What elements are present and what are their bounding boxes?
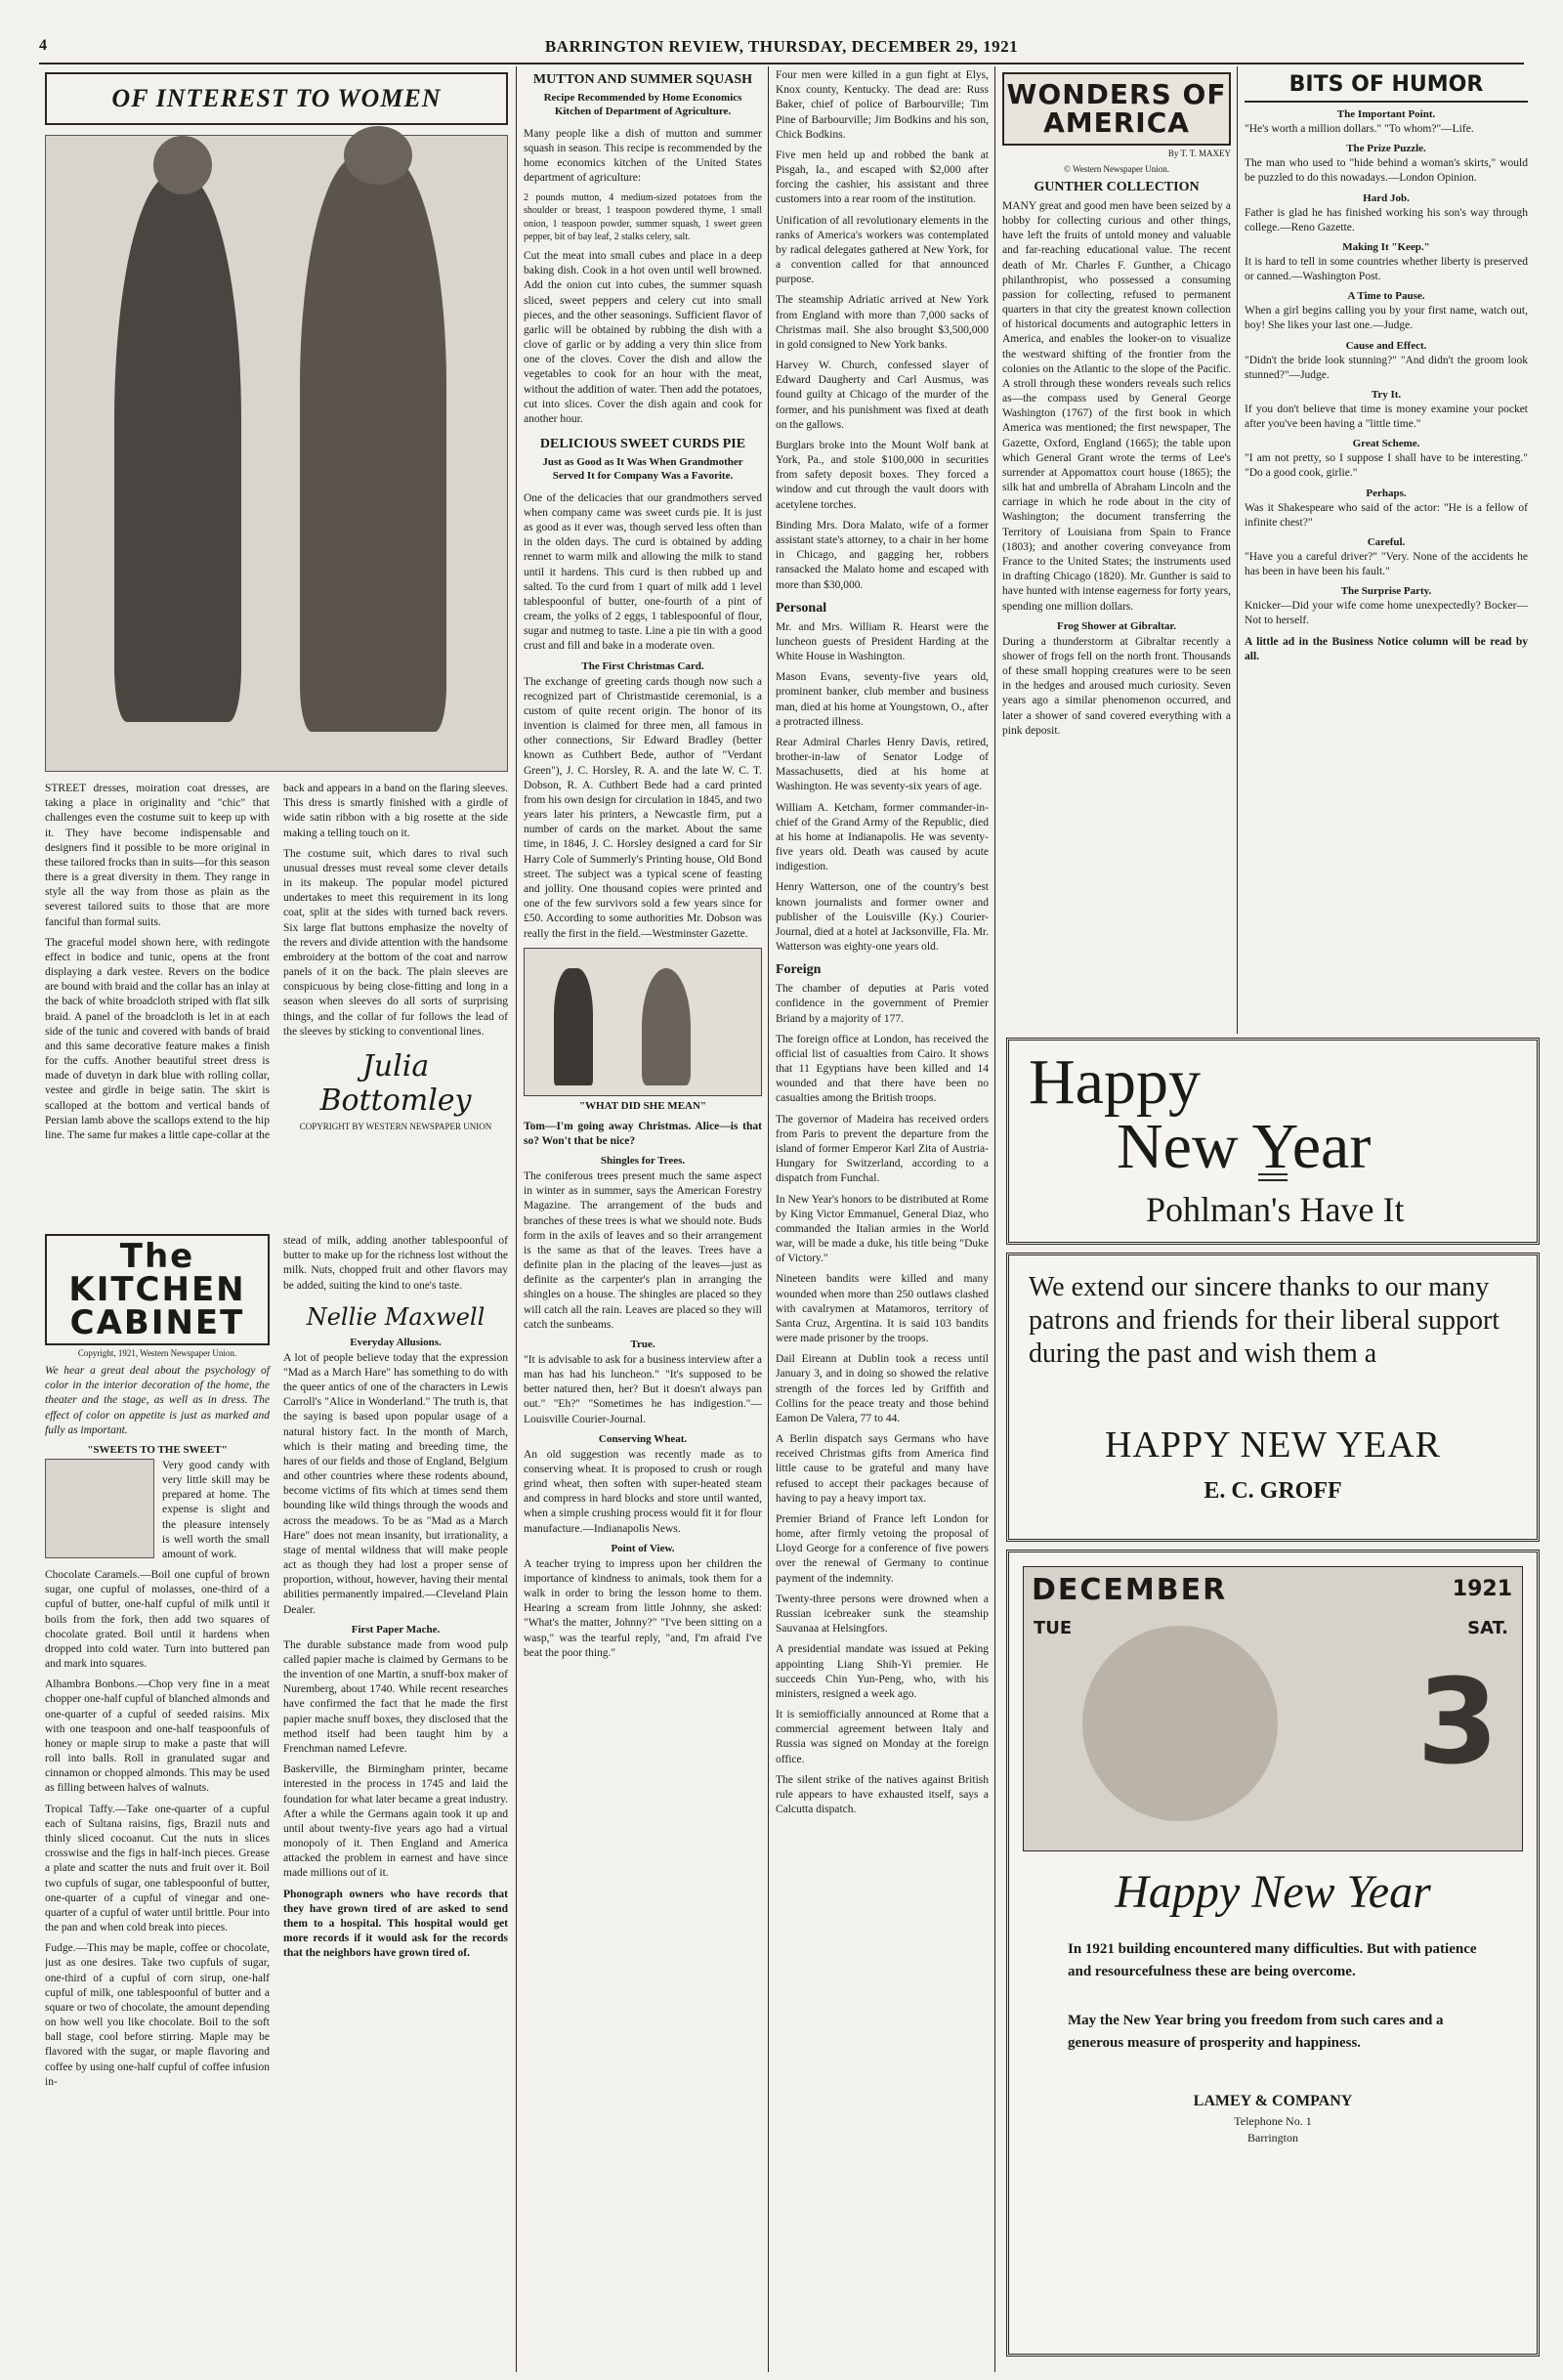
pohlman-divider (1258, 1173, 1288, 1181)
hat-left (153, 136, 212, 194)
kitchen-copyright: Copyright, 1921, Western Newspaper Union. (77, 1348, 237, 1358)
calendar-number: 3 (1416, 1655, 1499, 1791)
joke-text: The man who used to "hide behind a woman's skirts," would be puzzled to do this nowadays.—London Opinion. (1245, 157, 1528, 185)
kitchen-illustration (45, 1459, 154, 1558)
news-item: Five men held up and robbed the bank at Pisgah, Ia., and escaped with $2,000 after forcing the cashier, his assistant and three customers into a rear room of the institution. (776, 149, 989, 206)
shingles-headline: Shingles for Trees. (600, 1155, 686, 1168)
joke-text: "Didn't the bride look stunning?" "And didn't the groom look stunned?"—Judge. (1245, 354, 1528, 381)
joke-title: A Time to Pause. (1347, 290, 1425, 303)
joke-title: Careful. (1367, 535, 1406, 548)
cartoon-caption: "WHAT DID SHE MEAN" (578, 1099, 707, 1112)
news-item: Harvey W. Church, confessed slayer of Edward Daugherty and Carl Ausmus, was found guilty at Chicago of the murder of the former, and his punishment was fixed at death on the gallows. (776, 360, 989, 431)
joke-text: Father is glad he has finished working his son's way through college.—Reno Gazette. (1245, 206, 1528, 234)
curds-deck: Just as Good as It Was When Grandmother Served It for Company Was a Favorite. (542, 456, 743, 482)
calendar-illustration (1023, 1566, 1523, 1851)
joke-item (1245, 241, 1528, 284)
joke-item (1245, 635, 1528, 664)
true-headline: True. (630, 1338, 655, 1350)
pohlman-happy: Happy (1029, 1046, 1201, 1118)
everyday-headline: Everyday Allusions. (350, 1336, 442, 1348)
foreign-item: In New Year's honors to be distributed at Rome by King Victor Emmanuel, General Diaz, who commanded the Italian armies in the World war, will be made a duke, his title being "Duke of Victory." (776, 1193, 989, 1265)
foreign-item: The foreign office at London, has received the official list of casualties from Cairo. It shows that 11 Egyptians have been killed and 14 wounded and that there have been no casualties among the British troops. (776, 1033, 989, 1105)
calendar-year: 1921 (1452, 1577, 1512, 1601)
masthead (39, 37, 1524, 61)
hat-right (344, 126, 412, 185)
fashion-figure-right (300, 155, 446, 732)
joke-text: When a girl begins calling you by your first name, watch out, boy! She likes your last one.—Judge. (1245, 305, 1528, 332)
joke-title: Perhaps. (1366, 487, 1407, 499)
joke-item (1245, 389, 1528, 432)
mutton-paragraph: Cut the meat into small cubes and place in a deep baking dish. Cook in a hot oven until well browned. Add the onion cut into cubes, the summer squash sliced, sweet peppers and celery cut into small pieces, and the other seasonings. Sufficient flavor of garlic will be obtained by rubbing the dish with a clove of garlic or by adding a very thin slice from one of the cloves. Cover the dish and allow the vegetables to cook for an hour with the meat, without the addition of water. Then add the potatoes, cut into slices. Cover the dish again and cook for another hour. (524, 250, 762, 425)
kitchen-intro: We hear a great deal about the psychology of color in the interior decoration of the home, the theater and the stage, as well as in dress. The effect of color on appetite is just as marked and fully as important. (45, 1365, 270, 1436)
joke-text: A little ad in the Business Notice column will be read by all. (1245, 635, 1528, 662)
groff-text: We extend our sincere thanks to our many patrons and friends for their liberal support during the past and wish them a (1029, 1272, 1500, 1370)
foreign-item: It is semiofficially announced at Rome that a commercial agreement between Italy and Russia was signed on Monday at the foreign office. (776, 1709, 989, 1765)
groff-ad (1006, 1253, 1540, 1542)
joke-text: Was it Shakespeare who said of the actor: "He is a fellow of infinite chest?" (1245, 501, 1528, 529)
joke-item (1245, 192, 1528, 235)
joke-text: It is hard to tell in some countries whether liberty is preserved or canned.—Washington Post. (1245, 255, 1528, 283)
joke-text: "Have you a careful driver?" "Very. None of the accidents he has been in have been his fault." (1245, 550, 1528, 578)
foreign-label: Foreign (776, 962, 822, 978)
joke-item (1245, 438, 1528, 481)
column-rule (994, 66, 995, 2372)
joke-text: If you don't believe that time is money examine your pocket after you've been having a "little time." (1245, 403, 1528, 431)
mutton-ingredients: 2 pounds mutton, 4 medium-sized potatoes from the shoulder or breast, 1 teaspoon powdered thyme, 1 small onion, 1 teaspoon powder, summer squash, 1 sweet green pepper, bit of bay leaf, 2 stalks celery, salt. (524, 192, 762, 242)
joke-title: The Surprise Party. (1340, 585, 1432, 598)
column-rule (516, 66, 517, 2372)
joke-item (1245, 340, 1528, 383)
wonders-title: WONDERS OF AMERICA (1002, 72, 1231, 146)
joke-text: Knicker—Did your wife come home unexpectedly? Bocker—Not to herself. (1245, 600, 1528, 627)
wheat-headline: Conserving Wheat. (598, 1432, 688, 1445)
cartoon-man (554, 968, 593, 1085)
curds-text: One of the delicacies that our grandmothers served when company came was sweet curds pie. It is just as good as it ever was, though served less often than in the olden days. The curd is obtained by adding rennet to warm milk and allowing the milk to stand until it hardens. This curd is then rubbed up and salted. To the curd from 1 quart of milk add 1 level tablespoonful of butter, one-fourth of a pint of cream, the yolks of 2 eggs, 1 tablespoonful of flour, sugar and nutmeg to taste. Line a pie tin with a good crust and fill and bake in a moderate oven. (524, 491, 762, 653)
joke-title: Great Scheme. (1352, 438, 1420, 450)
frog-headline: Frog Shower at Gibraltar. (1056, 619, 1176, 632)
foreign-item: Premier Briand of France left London for home, after firmly vetoing the proposal of Lloyd George for a conference of five powers over the renewal of Germany to continue payment of the indemnity. (776, 1512, 989, 1585)
lamey-phone: Telephone No. 1 (1234, 2114, 1312, 2128)
pohlman-shop: Pohlman's Have It (1146, 1190, 1405, 1229)
humor-title: BITS OF HUMOR (1245, 72, 1528, 103)
joke-title: Cause and Effect. (1345, 339, 1427, 352)
joke-title: Try It. (1371, 388, 1402, 401)
kitchen-cabinet-title: The KITCHEN CABINET (45, 1234, 270, 1345)
kitchen-paragraph: Fudge.—This may be maple, coffee or chocolate, just as one desires. Take two cupfuls of sugar, one-third of a cupful of corn sirup, one-half cupful of milk, one tablespoonful of butter and a square or two of chocolate, the amount depending on how well you like chocolate. Boil to the soft ball stage, cool before stirring. Maple may be flavored with the sugar, or maple flavoring and coffee by using one-half cupful of coffee infusion in- (45, 1942, 270, 2088)
cartoon-dialog: Tom—I'm going away Christmas. Alice—is that so? Won't that be nice? (524, 1120, 762, 1147)
wheat-text: An old suggestion was recently made as to conserving wheat. It is proposed to crush or rough grind wheat, then soften with super-heated steam and compress in hard blocks and store until wanted, when a simple crushing process would fit it for flour manufacture.—Indianapolis News. (524, 1448, 762, 1535)
cherub-illustration (1082, 1626, 1278, 1821)
kitchen-continued: stead of milk, adding another tablespoonful of butter to make up for the richness lost without the milk. Nuts, chopped fruit and other flavors may be added, suiting the kind to one's taste. (283, 1235, 508, 1292)
masthead-title: BARRINGTON REVIEW, THURSDAY, DECEMBER 29, 1921 (544, 37, 1019, 56)
cartoon-woman (642, 968, 691, 1085)
personal-item: Rear Admiral Charles Henry Davis, retired, brother-in-law of Senator Lodge of Massachusetts, died at his home at Washington. He was seventy-six years of age. (776, 736, 989, 793)
wonders-column (1002, 72, 1231, 1030)
personal-item: Mr. and Mrs. William R. Hearst were the luncheon guests of President Harding at the White House in Washington. (776, 620, 989, 663)
kitchen-paragraph: Very good candy with very little skill may be prepared at home. The expense is slight and the pleasure intensely is well worth the small amount of work. (162, 1459, 270, 1560)
personal-item: Henry Watterson, one of the country's best known journalists and former owner and publisher of the Louisville (Ky.) Courier-Journal, died at a hotel at Jacksonville, Fla. Mr. Watterson was eighty-one years old. (776, 881, 989, 954)
joke-title: The Prize Puzzle. (1346, 143, 1426, 155)
baskerville-text: Baskerville, the Birmingham printer, became interested in the process in 1745 and laid the foundation for what later became a great industry. After a while the Germans again took it up and until about twenty-five years ago had a virtual monopoly of it. Then England and America attacked the problem in earnest and have since made millions out of it. (283, 1764, 508, 1880)
kitchen-paragraph: Chocolate Caramels.—Boil one cupful of brown sugar, one cupful of molasses, one-third of a cupful of butter, one-half cupful of milk until it boils from the fork, then add two squares of chocolate grated. Boil until it hardens when dropped into cold water. Turn into buttered pan and mark into squares. (45, 1569, 270, 1671)
calendar-day-left: TUE (1034, 1618, 1073, 1638)
column-rule (1237, 66, 1238, 1034)
personal-item: William A. Ketcham, former commander-in-chief of the Grand Army of the Republic, died at his home at Indianapolis. He was seventy-five years old. Death was caused by acute indigestion. (776, 801, 989, 873)
kitchen-signature: Nellie Maxwell (306, 1302, 486, 1331)
groff-sign: E. C. GROFF (1204, 1478, 1342, 1504)
kitchen-headline: "SWEETS TO THE SWEET" (87, 1443, 228, 1456)
pohlman-new-year: New Year (1117, 1111, 1372, 1182)
lamey-company: LAMEY & COMPANY (1193, 2093, 1353, 2109)
gunther-text: MANY great and good men have been seized by a hobby for collecting curious and other things, have left the fruits of untold money and valuable and far-reaching educational value. The recent death of Mr. Charles F. Gunther, a Chicago philanthropist, who possessed a consuming passion for collecting, refused to permanent quarters in that city the greatest known collection of historical documents and autographic letters in America, and enables the looker-on to visualize the westward shifting of the frontier from the colonies on the Atlantic to the slope of the Pacific. A stroll through these wonders reveals such relics as—the compass used by General George Washington (1767) of the first book in which America was mentioned; the first newspaper, The Gazette, Oxford, England (1665); the table upon which General Grant wrote the terms of Lee's surrender at Appomattox court house (1865); the silk hat and umbrella of Abraham Lincoln and the carriage in which he rode about in the city of Washington; the document transferring the Territory of Louisiana from Spain to France (1803); and another covering conveyance from France to the United States; the instruments used in drafting Chicago (1820). Mr. Gunther is said to have hunted with intense eagerness for forty years, spending one million dollars. (1002, 199, 1231, 613)
lamey-text-2: May the New Year bring you freedom from such cares and a generous measure of prosperity and happiness. (1068, 2013, 1444, 2051)
news-item: Four men were killed in a gun fight at Elys, Knox county, Kentucky. The dead are: Russ Baker, chief of police of Barbourville; Tim Pine of Barbourville; Jim Bodkins and his son, Chick Bodkins. (776, 69, 989, 141)
women-section-title: OF INTEREST TO WOMEN (45, 72, 508, 125)
kitchen-paragraph: Alhambra Bonbons.—Chop very fine in a meat chopper one-half cupful of blanched almonds and one-quarter of a cupful of seeded raisins. Mix with one teaspoon and one-half teaspoonfuls of honey or maple sirup to make a paste that will roll into balls. Roll in granulated sugar and cinnamon or chopped almonds. This may be used as filling between halves of walnuts. (45, 1679, 270, 1795)
copyright-line: COPYRIGHT BY WESTERN NEWSPAPER UNION (299, 1121, 492, 1131)
paper-mache-headline: First Paper Mache. (351, 1623, 441, 1636)
news-item: Binding Mrs. Dora Malato, wife of a former assistant state's attorney, to a chair in her home in Chicago, and gagging her, robbers ransacked the Malato home and escaped with more than $30,000. (776, 519, 989, 591)
joke-item (1245, 488, 1528, 531)
mutton-paragraph: Many people like a dish of mutton and summer squash in season. This recipe is recommended by the home economics kitchen of the United States department of agriculture: (524, 127, 762, 185)
calendar-month: DECEMBER (1032, 1573, 1228, 1607)
signature: Julia Bottomley (319, 1048, 472, 1118)
lamey-happy: Happy New Year (1115, 1866, 1431, 1918)
phonograph-text: Phonograph owners who have records that they have grown tired of are asked to send them to a hospital. This hospital would get more records if it would ask for the records that the neighbors have grown tired of. (283, 1888, 508, 1960)
christmas-card-headline: The First Christmas Card. (581, 659, 704, 672)
news-column (776, 68, 989, 2370)
shingles-text: The coniferous trees present much the same aspect in winter as in summer, says the American Forestry Magazine. The arrangement of the buds and branches of these trees is what we should note. Buds form in the axils of leaves and so their arrangement is the same as that of the leaves. Trees have a definite plan in the placing of the leaves—just as definite as the carpenter's plan in arranging the shingles on a house. The shingles are placed so they will catch all the rain. Leaves are placed so they will catch the sunbeams. (524, 1170, 762, 1331)
joke-item (1245, 536, 1528, 579)
personal-item: Mason Evans, seventy-five years old, prominent banker, club member and business man, died at his home at Youngstown, O., after a protracted illness. (776, 671, 989, 728)
humor-column (1245, 72, 1528, 1030)
joke-text: "I am not pretty, so I suppose I shall have to be interesting." "Do a good cook, girlie." (1245, 452, 1528, 480)
masthead-rule (39, 63, 1524, 64)
wonders-byline: By T. T. MAXEY (1167, 148, 1231, 158)
news-item: Unification of all revolutionary elements in the ranks of America's workers was contemplated by radical delegates gathered at New York, for a convention called for that announced purpose. (776, 214, 989, 286)
foreign-item: A presidential mandate was issued at Peking appointing Liang Shih-Yi premier. He succeeds Chin Yun-Peng, who, with his ministers, resigned a week ago. (776, 1643, 989, 1700)
personal-label: Personal (776, 600, 827, 616)
joke-item (1245, 585, 1528, 628)
joke-item (1245, 108, 1528, 137)
col2-continuation (283, 1234, 508, 2096)
fashion-paragraph: The costume suit, which dares to rival such unusual dresses must reveal some clever details in its makeup. The popular model pictured undertakes to meet this requirement in its long coat, split at the sides with turned back revers. Six large flat buttons emphasize the novelty of the revers and divide attention with the handsome embroidery at the bottom of the coat and narrow panels of it on the back. The plain sleeves are conspicuous by being close-fitting and long in a season when sleeves do all sorts of surprising things, and the collar of fur follows the lead of the sleeves by sticking to conventional lines. (283, 847, 508, 1038)
foreign-item: Twenty-three persons were drowned when a Russian icebreaker sunk the steamship Sauvanaa at Helsingfors. (776, 1593, 989, 1636)
foreign-item: The silent strike of the natives against British rule appears to have exhausted itself, says a Calcutta dispatch. (776, 1773, 989, 1816)
cartoon-illustration (524, 948, 762, 1096)
joke-item (1245, 290, 1528, 333)
recipe-column (524, 68, 762, 2370)
true-text: "It is advisable to ask for a business interview after a man has had his luncheon." "It's supposed to be better natured then, her? But it doesn't always pan out." "Eh?" "Sometimes he has indigestion."—Louisville Courier-Journal. (524, 1353, 762, 1425)
view-text: A teacher trying to impress upon her children the importance of kindness to animals, took them for a walk in order to bring the lesson home to them. Hearing a scream from little Johnny, she asked: "What's the matter, Johnny?" "I've been sitting on a wasp," was the tearful reply, "and, I'm afraid I've beat the poor thing." (524, 1557, 762, 1659)
foreign-item: Nineteen bandits were killed and many wounded when more than 250 outlaws clashed with cavalrymen at Matamoros, territory of Santa Cruz, Argentina. It is said 103 bandits were made prisoner by the troops. (776, 1273, 989, 1345)
lamey-ad (1006, 1550, 1540, 2357)
column-rule (768, 66, 769, 2372)
wonders-copyright: © Western Newspaper Union. (1064, 163, 1169, 174)
joke-title: The Important Point. (1336, 108, 1436, 120)
frog-text: During a thunderstorm at Gibraltar recently a shower of frogs fell on the north front. Thousands of these small hopping creatures were to be seen in the hedges and aroused much curiosity. Seven years ago a similar phenomenon occurred, and later a shower of sand covered everything with a pink deposit. (1002, 635, 1231, 737)
view-headline: Point of View. (611, 1542, 675, 1554)
groff-headline: HAPPY NEW YEAR (1104, 1424, 1442, 1466)
foreign-item: Dail Eireann at Dublin took a recess until January 3, and in doing so showed the relative strength of the forces led by Griffith and Collins for the peace treaty and those behind Eamon De Valera, 77 to 44. (776, 1353, 989, 1424)
page-number: 4 (39, 37, 48, 54)
calendar-day-right: SAT. (1467, 1618, 1508, 1638)
kitchen-paragraph: Tropical Taffy.—Take one-quarter of a cupful each of Sultana raisins, figs, Brazil nuts and thinly sliced cocoanut. Cut the nuts in slices crosswise and the figs in half-inch pieces. Grease a plate and scatter the nuts and fruit over it. Boil two cupfuls of sugar, one tablespoonful of butter, one-quarter of a cupful of vinegar and one-quarter of a cupful of water until brittle. Pour into the pan and when cold break into pieces. (45, 1803, 270, 1934)
news-item: Burglars broke into the Mount Wolf bank at York, Pa., and stole $100,000 in securities from safety deposit boxes. They forced a window and cut through the vault doors with acetylene torches. (776, 439, 989, 511)
joke-text: "He's worth a million dollars." "To whom?"—Life. (1245, 123, 1474, 135)
women-column (45, 72, 508, 2368)
fashion-paragraph: The graceful model shown here, with redingote effect in bodice and tunic, opens at the front displaying a dark vestee. Revers on the bodice are bound with braid and the collar has an inlay at the back of white broadcloth striped with flat silk braid. A panel of the broadcloth is let in at each side of the tunic and covered with bands of braid and this same decorative feature makes a finish for the cuffs. Another beautiful street dress is made of duvetyn in dark blue with rolling collar, vestee and girdle in beige satin. The skirt is scalloped at the bottom and vertical bands of Persian lamb above the scallops extend to the hip line. The same fur makes a little cape-collar at the back and appears in a band on the flaring sleeves. This dress is smartly finished with a girdle of wide satin ribbon with a big rosette at the side making a telling touch on it. (45, 783, 508, 1141)
pohlman-ad (1006, 1038, 1540, 1245)
fashion-figure-left (114, 175, 241, 722)
fashion-illustration (45, 135, 508, 772)
foreign-item: The chamber of deputies at Paris voted confidence in the government of Premier Briand by a majority of 177. (776, 983, 989, 1025)
foreign-item: A Berlin dispatch says Germans who have received Christmas gifts from America find little cause to be grateful and many have refused to accept their packages because of having to pay a heavy import tax. (776, 1433, 989, 1505)
mutton-deck: Recipe Recommended by Home Economics Kitchen of Department of Agriculture. (543, 92, 742, 117)
paper-mache-text: The durable substance made from wood pulp called papier mache is claimed by Germans to be the invention of one Martin, a snuff-box maker of Nuremberg, about 1740. While recent researches have confirmed the fact that he made the first papier mache snuff boxes, they disclosed that the method itself had been taught him by a Frenchman named Lefevre. (283, 1638, 508, 1755)
christmas-card-text: The exchange of greeting cards though now such a recognized part of Christmastide ceremonial, is a custom of quite recent origin. The honor of its invention is claimed for three men, all famous in other connections, Sir Edward Bradley (better known as Cuthbert Bede, author of "Verdant Green"), J. C. Horsley, R. A. and the late W. C. T. Dobson, R. A. Cuthbert Bede had a card printed from his own design for circulation in 1845, and two years later his printers, a Newcastle firm, put a number of cards on the market. About the same time, in 1846, J. C. Horsley designed a card for Sir Harry Cole of Summerly's Printing house, Old Bond street. The subject was a typical scene of feasting and jollity. One thousand copies were printed and one of the few survivors sold a few years since for £50. According to some authorities Mr. Dobson was really the first in the field.—Westminster Gazette. (524, 675, 762, 940)
mutton-headline: MUTTON AND SUMMER SQUASH (532, 72, 753, 87)
lamey-town: Barrington (1247, 2131, 1298, 2145)
kitchen-left (45, 1234, 270, 2096)
joke-item (1245, 143, 1528, 186)
foreign-item: The governor of Madeira has received orders from Paris to prevent the departure from the island of former Emperor Karl Zita of Austria-Hungary for Switzerland, according to a dispatch from Funchal. (776, 1113, 989, 1185)
everyday-text: A lot of people believe today that the expression "Mad as a March Hare" has something to do with the queer antics of one of the characters in Lewis Carroll's "Alice in Wonderland." The truth is, that the saying is based upon popular usage of a natural history fact. In the month of March, which is their mating and breeding time, the hares of our fields and those of England, Belgium and other countries where these rodents abound, become victims of fits which at times send them bounding like wild things through the woods and across the meadows. To be as "Mad as a March Hare" does not mean insanity, but irrationality, a stage of mental wildness that will make people act as though they had lost a proper sense of proportion, without, however, having their mental abilities permanently impaired.—Cleveland Plain Dealer. (283, 1351, 508, 1616)
curds-headline: DELICIOUS SWEET CURDS PIE (539, 437, 746, 452)
gunther-headline: GUNTHER COLLECTION (1034, 179, 1200, 194)
lamey-text-1: In 1921 building encountered many difficulties. But with patience and resourcefulness these are being overcome. (1068, 1941, 1477, 1979)
joke-title: Making It "Keep." (1342, 240, 1430, 253)
fashion-paragraph: STREET dresses, moiration coat dresses, are taking a place in originality and "chic" that challenges even the costume suit to keep up with it. They have become indispensable and designers find it possible to be more original in these tailored frocks than in suits—for this season there is a great diversity in them. They range in style all the way from those as plain as the severest tailored suits to those that are more fanciful than formal suits. (45, 783, 270, 928)
joke-title: Hard Job. (1363, 191, 1410, 204)
fashion-article (45, 782, 508, 1226)
news-item: The steamship Adriatic arrived at New York from England with more than 7,000 sacks of Christmas mail. She also brought $3,500,000 in gold consigned to New York banks. (776, 294, 989, 351)
kitchen-section (45, 1234, 508, 2096)
